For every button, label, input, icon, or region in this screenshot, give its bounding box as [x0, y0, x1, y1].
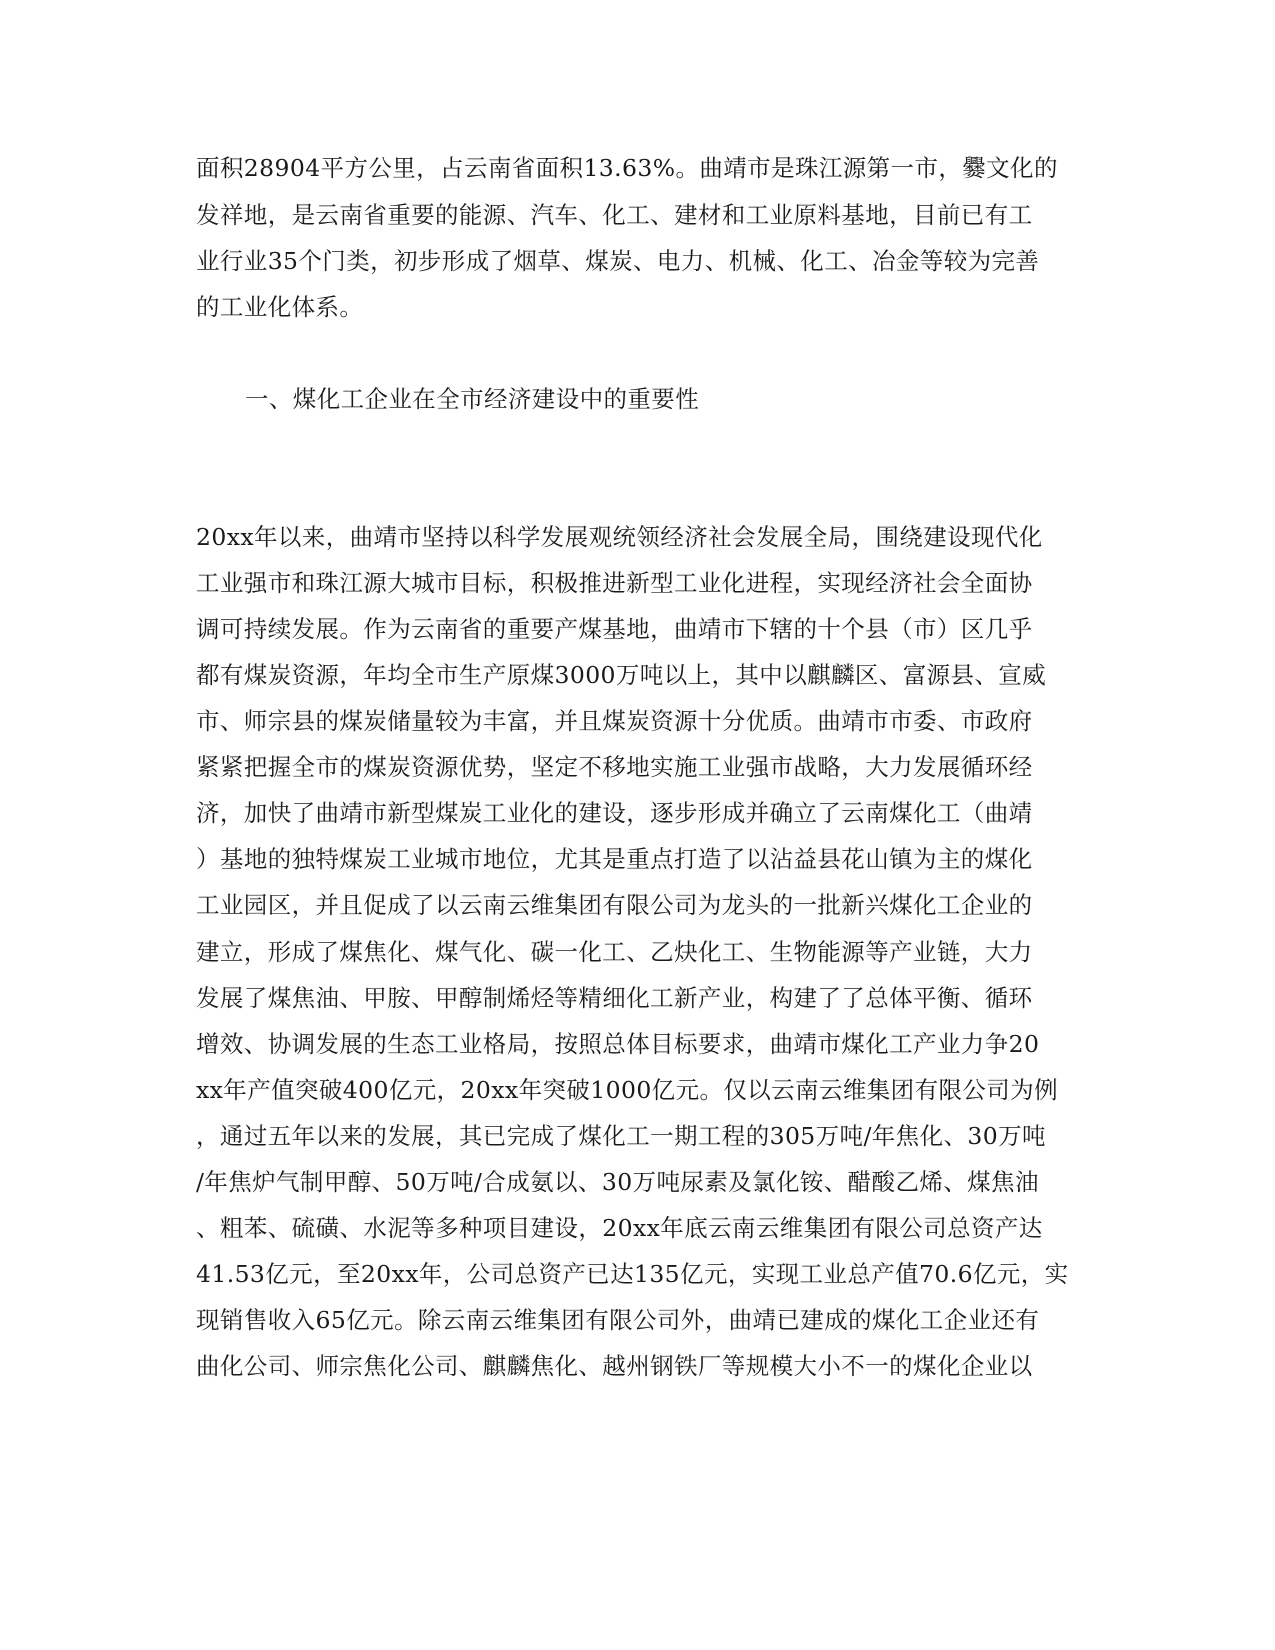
text-line: 紧紧把握全市的煤炭资源优势，坚定不移地实施工业强市战略，大力发展循环经: [196, 753, 1033, 781]
text-line: 济，加快了曲靖市新型煤炭工业化的建设，逐步形成并确立了云南煤化工（曲靖: [196, 799, 1033, 827]
text-line: 业行业35个门类，初步形成了烟草、煤炭、电力、机械、化工、冶金等较为完善: [196, 247, 1040, 275]
text-line: 增效、协调发展的生态工业格局，按照总体目标要求，曲靖市煤化工产业力争20: [196, 1030, 1040, 1058]
text-line: 的工业化体系。: [196, 293, 364, 321]
text-line: /年焦炉气制甲醇、50万吨/合成氨以、30万吨尿素及氯化铵、醋酸乙烯、煤焦油: [196, 1168, 1039, 1196]
text-line: 建立，形成了煤焦化、煤气化、碳一化工、乙炔化工、生物能源等产业链，大力: [196, 938, 1033, 966]
text-line: ，通过五年以来的发展，其已完成了煤化工一期工程的305万吨/年焦化、30万吨: [196, 1122, 1046, 1150]
text-line: 都有煤炭资源，年均全市生产原煤3000万吨以上，其中以麒麟区、富源县、宣威: [196, 661, 1047, 689]
text-line: 工业园区，并且促成了以云南云维集团有限公司为龙头的一批新兴煤化工企业的: [196, 891, 1033, 919]
text-line: 曲化公司、师宗焦化公司、麒麟焦化、越州钢铁厂等规模大小不一的煤化企业以: [196, 1352, 1033, 1380]
text-line: 20xx年以来，曲靖市坚持以科学发展观统领经济社会发展全局，围绕建设现代化: [196, 523, 1043, 551]
text-line: 工业强市和珠江源大城市目标，积极推进新型工业化进程，实现经济社会全面协: [196, 569, 1033, 597]
section-heading: 一、煤化工企业在全市经济建设中的重要性: [245, 385, 700, 413]
text-line: ）基地的独特煤炭工业城市地位，尤其是重点打造了以沾益县花山镇为主的煤化: [196, 845, 1033, 873]
text-line: xx年产值突破400亿元，20xx年突破1000亿元。仅以云南云维集团有限公司为例: [196, 1076, 1058, 1104]
text-line: 市、师宗县的煤炭储量较为丰富，并且煤炭资源十分优质。曲靖市市委、市政府: [196, 707, 1033, 735]
text-line: 发祥地，是云南省重要的能源、汽车、化工、建材和工业原料基地，目前已有工: [196, 201, 1033, 229]
text-line: 、粗苯、硫磺、水泥等多种项目建设，20xx年底云南云维集团有限公司总资产达: [196, 1214, 1043, 1242]
text-line: 现销售收入65亿元。除云南云维集团有限公司外，曲靖已建成的煤化工企业还有: [196, 1306, 1040, 1334]
text-line: 面积28904平方公里，占云南省面积13.63%。曲靖市是珠江源第一市，爨文化的: [196, 154, 1058, 182]
text-line: 调可持续发展。作为云南省的重要产煤基地，曲靖市下辖的十个县（市）区几乎: [196, 615, 1033, 643]
text-line: 发展了煤焦油、甲胺、甲醇制烯烃等精细化工新产业，构建了了总体平衡、循环: [196, 984, 1033, 1012]
text-line: 41.53亿元，至20xx年，公司总资产已达135亿元，实现工业总产值70.6亿元，实: [196, 1260, 1069, 1288]
